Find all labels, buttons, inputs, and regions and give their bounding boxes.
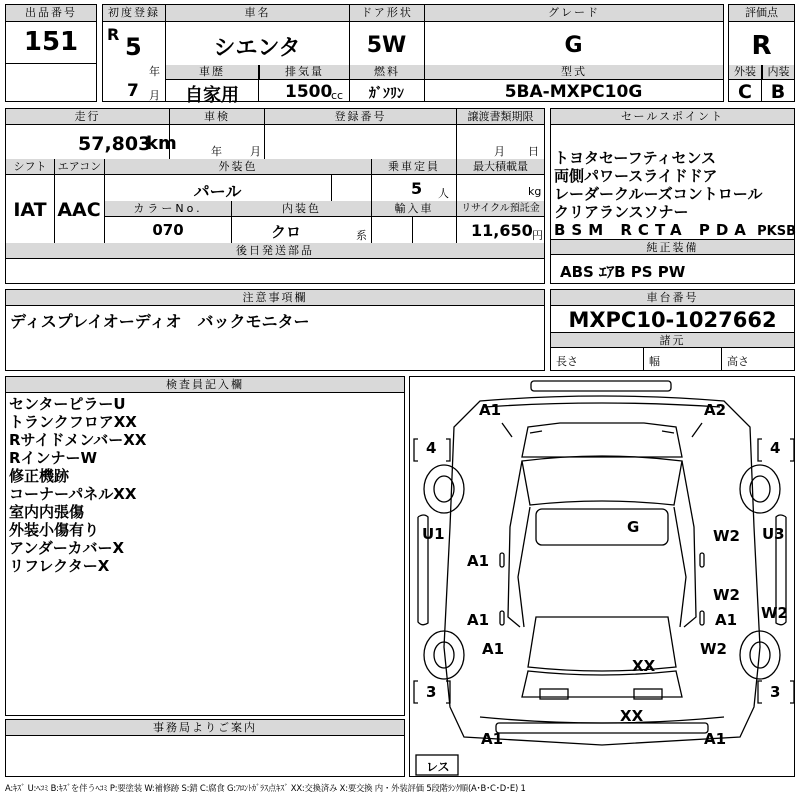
- score-value: R: [751, 31, 772, 61]
- inspector-note: コーナーパネルXX: [9, 485, 137, 503]
- interior-color-value: クロ: [270, 223, 301, 241]
- sales-point-item: 両側パワースライドドア: [554, 167, 718, 185]
- inspector-note: トランクフロアXX: [9, 413, 137, 431]
- legend-text: A:ｷｽﾞ U:ﾍｺﾐ B:ｷｽﾞを伴うﾍｺﾐ P:要塗装 W:補修跡 S:錆 C:腐食 G:ﾌﾛﾝﾄｶﾞﾗｽ点ｷｽﾞ XX:交換済み X:要交換 内・外装評価 5段階ﾗﾝｸ順(A･B･C･D･E) 1: [5, 783, 526, 793]
- chassis-label: 車台番号: [551, 290, 794, 306]
- damage-mark-xx-bumper: XX: [620, 707, 644, 725]
- spare-tire-less-mark: レス: [426, 760, 450, 774]
- color-no-label: カラーNo.: [105, 201, 231, 217]
- damage-mark-w2-right-2: W2: [713, 586, 740, 604]
- max-load-label: 最大積載量: [456, 159, 544, 175]
- damage-mark-w2-right-1: W2: [713, 527, 740, 545]
- inspector-note: アンダーカバーX: [9, 539, 125, 557]
- ext-score-label: 外装: [729, 65, 761, 80]
- first-reg-month: 7: [127, 81, 139, 101]
- exterior-color-value: パール: [193, 182, 242, 201]
- later-parts-label: 後日発送部品: [6, 243, 544, 259]
- details-box: [5, 108, 545, 284]
- score-label: 評価点: [729, 5, 794, 22]
- tire-mark-rear-right: 3: [770, 683, 781, 701]
- main-info-box: [102, 4, 724, 106]
- displacement-value: 1500: [285, 82, 333, 102]
- history-value: 自家用: [185, 85, 239, 106]
- sales-point-item: レーダークルーズコントロール: [554, 185, 763, 203]
- tire-mark-front-right: 4: [770, 439, 781, 457]
- fuel-label: 燃料: [349, 65, 424, 80]
- car-name: シエンタ: [213, 36, 301, 61]
- ext-score: C: [738, 81, 752, 103]
- exterior-color-label: 外装色: [104, 159, 371, 175]
- sales-points-box: [550, 108, 795, 284]
- damage-mark-a1-rear-right: A1: [704, 730, 727, 748]
- inspector-note: リフレクターX: [9, 557, 110, 575]
- aircon-label: エアコン: [54, 159, 104, 175]
- color-no-value: 070: [152, 221, 184, 239]
- sales-point-item: トヨタセーフティセンス: [554, 149, 717, 167]
- inspector-note: RサイドメンバーXX: [9, 431, 147, 449]
- transfer-day-unit: 日: [528, 145, 539, 158]
- doors-value: 5W: [366, 33, 407, 58]
- inspector-box: [5, 376, 405, 716]
- damage-mark-a1-left-3: A1: [482, 640, 505, 658]
- inspection-year-unit: 年: [211, 145, 222, 158]
- car-name-label: 車名: [165, 5, 349, 22]
- shift-value: IAT: [13, 199, 47, 221]
- inspector-note: センターピラーU: [9, 395, 126, 413]
- inspection-label: 車検: [169, 109, 264, 125]
- first-reg-year: 5: [125, 33, 142, 61]
- transfer-month-unit: 月: [494, 145, 505, 158]
- interior-color-unit: 系: [356, 229, 367, 242]
- office-label: 事務局よりご案内: [6, 720, 404, 736]
- capacity-label: 乗車定員: [371, 159, 456, 175]
- lot-number: 151: [23, 27, 79, 57]
- cautions-box: [5, 289, 545, 371]
- damage-mark-u1-left: U1: [422, 525, 445, 543]
- car-diagram: [409, 376, 795, 777]
- score-box: [728, 4, 795, 102]
- sales-points-label: セールスポイント: [551, 109, 794, 125]
- spec-height-label: 高さ: [727, 355, 749, 368]
- max-load-unit: kg: [528, 185, 542, 198]
- capacity-unit: 人: [438, 187, 449, 200]
- mileage-value: 57,803: [78, 133, 152, 155]
- sales-point-item: BSM RCTA PDA PKSB: [554, 221, 797, 239]
- damage-mark-g-windshield: G: [627, 518, 640, 536]
- cautions-value: ディスプレイオーディオ バックモニター: [10, 312, 310, 331]
- genuine-equipment-value: ABS ｴｱB PS PW: [560, 263, 686, 281]
- mileage-unit: km: [146, 133, 177, 154]
- lot-box: [5, 4, 97, 102]
- doors-label: ドア形状: [349, 5, 424, 22]
- damage-mark-u3-right: U3: [762, 525, 785, 543]
- damage-mark-a1-rear-left: A1: [481, 730, 504, 748]
- inspector-note: 室内内張傷: [9, 503, 85, 521]
- chassis-value: MXPC10-1027662: [568, 308, 777, 332]
- recycle-label: リサイクル預託金: [456, 201, 544, 217]
- interior-color-label: 内装色: [231, 201, 371, 217]
- damage-mark-a1-front-left: A1: [479, 401, 502, 419]
- lot-label: 出品番号: [6, 5, 96, 22]
- grade-value: G: [564, 33, 583, 58]
- int-score: B: [770, 81, 786, 103]
- tire-mark-front-left: 4: [426, 439, 437, 457]
- capacity-value: 5: [411, 179, 423, 198]
- mileage-label: 走行: [6, 109, 169, 125]
- chassis-box: [550, 289, 795, 371]
- aircon-value: AAC: [57, 199, 101, 221]
- damage-mark-a1-left-2: A1: [467, 611, 490, 629]
- damage-mark-w2-right-side: W2: [761, 604, 788, 622]
- shift-label: シフト: [6, 159, 54, 175]
- displacement-label: 排気量: [259, 65, 349, 80]
- inspection-month-unit: 月: [250, 145, 261, 158]
- inspector-note: 外装小傷有り: [9, 521, 100, 539]
- spec-width-label: 幅: [649, 355, 660, 368]
- tire-mark-rear-left: 3: [426, 683, 437, 701]
- damage-mark-a1-right: A1: [715, 611, 738, 629]
- inspector-note: RインナーW: [9, 449, 98, 467]
- grade-label: グレード: [424, 5, 723, 22]
- specs-label: 諸元: [551, 332, 794, 348]
- model-code-value: 5BA-MXPC10G: [504, 82, 643, 102]
- car-outline-drawing: [410, 377, 794, 776]
- recycle-value: 11,650: [471, 221, 533, 240]
- damage-mark-w2-right-3: W2: [700, 640, 727, 658]
- first-reg-label: 初度登録: [103, 5, 165, 22]
- damage-mark-xx-rear: XX: [632, 657, 656, 675]
- cautions-label: 注意事項欄: [6, 290, 544, 306]
- fuel-value: ｶﾞｿﾘﾝ: [369, 86, 404, 102]
- office-box: [5, 719, 405, 777]
- spec-length-label: 長さ: [556, 355, 578, 368]
- genuine-equipment-label: 純正装備: [551, 239, 794, 255]
- displacement-unit: cc: [331, 89, 344, 102]
- reg-no-label: 登録番号: [264, 109, 456, 125]
- sales-point-item: クリアランスソナー: [554, 203, 689, 221]
- first-reg-era: R: [107, 25, 120, 44]
- inspector-notes: [9, 395, 146, 575]
- sales-points-list: [554, 149, 796, 241]
- import-label: 輸入車: [371, 201, 456, 217]
- int-score-label: 内装: [762, 65, 794, 80]
- history-label: 車歴: [166, 65, 258, 80]
- transfer-label: 譲渡書類期限: [456, 109, 544, 125]
- damage-mark-a1-left-1: A1: [467, 552, 490, 570]
- first-reg-month-unit: 月: [149, 89, 160, 102]
- model-code-label: 型式: [425, 65, 723, 80]
- inspector-note: 修正機跡: [9, 467, 70, 485]
- inspector-label: 検査員記入欄: [6, 377, 404, 393]
- first-reg-year-unit: 年: [149, 65, 160, 78]
- recycle-unit: 円: [532, 229, 543, 242]
- damage-mark-a2-front-right: A2: [704, 401, 727, 419]
